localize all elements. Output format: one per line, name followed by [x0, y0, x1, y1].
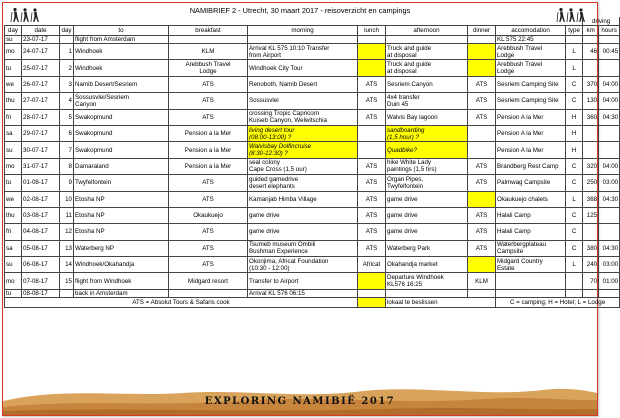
- cell-date: 25-07-17: [22, 60, 60, 76]
- cell-hours: [599, 142, 620, 158]
- cell-afternoon: Truck and guide at disposal: [386, 44, 468, 60]
- cell-km: [583, 289, 599, 297]
- cell-breakfast: ATS: [169, 224, 248, 240]
- cell-lunch: ATS: [358, 175, 386, 191]
- cell-km: 46: [583, 44, 599, 60]
- cell-hours: [599, 224, 620, 240]
- cell-destination: Twyfelfontein: [74, 175, 169, 191]
- cell-hours: 04:00: [599, 158, 620, 174]
- cell-destination: Etosha NP: [74, 207, 169, 223]
- table-row: [5, 93, 620, 109]
- cell-afternoon: game drive: [386, 191, 468, 207]
- table-row: [5, 273, 620, 289]
- cell-km: 320: [583, 158, 599, 174]
- cell-dinner: ATS: [468, 76, 496, 92]
- cell-hours: 03:00: [599, 175, 620, 191]
- cell-weekday: tu: [5, 175, 22, 191]
- cell-weekday: we: [5, 191, 22, 207]
- cell-km: 125: [583, 207, 599, 223]
- cell-accomodation: Sesriem Camping Site: [496, 93, 566, 109]
- cell-dinner: ATS: [468, 175, 496, 191]
- cell-weekday: we: [5, 76, 22, 92]
- cell-day-number: 1: [60, 44, 74, 60]
- cell-km: [583, 142, 599, 158]
- cell-date: 04-08-17: [22, 224, 60, 240]
- cell-type: H: [566, 109, 583, 125]
- cell-day-number: 15: [60, 273, 74, 289]
- cell-date: 06-08-17: [22, 257, 60, 273]
- cell-breakfast: Pension a la Mer: [169, 125, 248, 141]
- driving-group-header: driving: [583, 17, 620, 26]
- cell-afternoon: Truck and guide at disposal: [386, 60, 468, 76]
- cell-lunch: ATS: [358, 224, 386, 240]
- page-title: NAMIBRIEF 2 - Utrecht, 30 maart 2017 - reisoverzicht en campings: [189, 6, 411, 15]
- cell-hours: [599, 125, 620, 141]
- cell-morning: Kamanjab Himba Village: [248, 191, 358, 207]
- cell-day-number: 6: [60, 125, 74, 141]
- cell-date: 28-07-17: [22, 109, 60, 125]
- cell-lunch: [358, 273, 386, 289]
- cell-breakfast: KLM: [169, 44, 248, 60]
- cell-date: 03-08-17: [22, 207, 60, 223]
- cell-type: C: [566, 207, 583, 223]
- cell-dinner: KLM: [468, 273, 496, 289]
- cell-weekday: thu: [5, 93, 22, 109]
- cell-dinner: ATS: [468, 207, 496, 223]
- legend-yellow-swatch: [358, 297, 386, 307]
- cell-day-number: 5: [60, 109, 74, 125]
- cell-km: [583, 36, 599, 44]
- cell-lunch: ATS: [358, 76, 386, 92]
- cell-day-number: 2: [60, 60, 74, 76]
- cell-km: 368: [583, 191, 599, 207]
- cell-afternoon: Organ Pipes, Twyfelfontein: [386, 175, 468, 191]
- cell-destination: Waterberg NP: [74, 240, 169, 256]
- column-header-type: type: [566, 26, 583, 36]
- cell-weekday: mo: [5, 158, 22, 174]
- cell-weekday: sa: [5, 240, 22, 256]
- cell-day-number: 14: [60, 257, 74, 273]
- cell-dinner: [468, 125, 496, 141]
- cell-type: [566, 36, 583, 44]
- cell-afternoon: hike White Lady paintings (1,5 hrs): [386, 158, 468, 174]
- cell-dinner: ATS: [468, 158, 496, 174]
- cell-day-number: [60, 36, 74, 44]
- cell-lunch: ATS: [358, 158, 386, 174]
- cell-breakfast: Pension a la Mer: [169, 158, 248, 174]
- table-row: [5, 191, 620, 207]
- cell-dinner: [468, 142, 496, 158]
- cell-day-number: [60, 289, 74, 297]
- cell-destination: flight from Amsterdam: [74, 36, 169, 44]
- column-header-weekday: day: [5, 26, 22, 36]
- cell-weekday: thu: [5, 207, 22, 223]
- cell-dinner: ATS: [468, 240, 496, 256]
- cell-hours: 04:00: [599, 76, 620, 92]
- cell-accomodation: Arebbush Travel Lodge: [496, 44, 566, 60]
- cell-km: 360: [583, 109, 599, 125]
- cell-afternoon: game drive: [386, 207, 468, 223]
- cell-morning: game drive: [248, 207, 358, 223]
- cell-accomodation: [496, 273, 566, 289]
- table-row: [5, 36, 620, 44]
- cell-breakfast: ATS: [169, 109, 248, 125]
- cell-accomodation: Halali Camp: [496, 224, 566, 240]
- cell-type: L: [566, 257, 583, 273]
- cell-weekday: tu: [5, 289, 22, 297]
- cell-morning: Transfer to Airport: [248, 273, 358, 289]
- cell-morning: Arrival KL 576 06:15: [248, 289, 358, 297]
- cell-morning: crossing Tropic Capricorn Kuiseb Canyon, Welwitschia: [248, 109, 358, 125]
- cell-morning: seal colony Cape Cross (1,5 uur): [248, 158, 358, 174]
- cell-weekday: sa: [5, 125, 22, 141]
- table-row: [5, 289, 620, 297]
- cell-km: 370: [583, 76, 599, 92]
- cell-hours: [599, 60, 620, 76]
- cell-afternoon: [386, 289, 468, 297]
- cell-lunch: [358, 142, 386, 158]
- column-header-afternoon: afternoon: [386, 26, 468, 36]
- cell-destination: Swakopmund: [74, 109, 169, 125]
- cell-accomodation: Arebbush Travel Lodge: [496, 60, 566, 76]
- cell-accomodation: Brandberg Rest Camp: [496, 158, 566, 174]
- cell-morning: Okonjima, Africat Foundation (10:30 - 12:00): [248, 257, 358, 273]
- cell-weekday: tu: [5, 60, 22, 76]
- cell-hours: 01:00: [599, 273, 620, 289]
- cell-afternoon: game drive: [386, 224, 468, 240]
- cell-lunch: ATS: [358, 109, 386, 125]
- cell-destination: Etosha NP: [74, 191, 169, 207]
- cell-breakfast: Midgard resort: [169, 273, 248, 289]
- cell-accomodation: Pension A la Mer: [496, 125, 566, 141]
- table-row: [5, 257, 620, 273]
- cell-lunch: [358, 44, 386, 60]
- cell-afternoon: Okahandja market: [386, 257, 468, 273]
- cell-accomodation: Waterbergplateau Campsite: [496, 240, 566, 256]
- cell-day-number: 4: [60, 93, 74, 109]
- cell-accomodation: Sesriem Camping Site: [496, 76, 566, 92]
- cell-breakfast: [169, 289, 248, 297]
- cell-morning: Walvisbay Dolfincruise (8:30-12:30) ?: [248, 142, 358, 158]
- cell-destination: Windhoek: [74, 44, 169, 60]
- cell-afternoon: Walvis Bay lagoon: [386, 109, 468, 125]
- cell-breakfast: Okaukuejo: [169, 207, 248, 223]
- cell-destination: Sossusvlei/Sesriem Canyon: [74, 93, 169, 109]
- cell-date: 05-08-17: [22, 240, 60, 256]
- cell-date: 07-08-17: [22, 273, 60, 289]
- cell-day-number: 8: [60, 158, 74, 174]
- cell-breakfast: Arebbush Travel Lodge: [169, 60, 248, 76]
- itinerary-sheet: [2, 2, 619, 416]
- column-header-km: km: [583, 26, 599, 36]
- cell-weekday: fri: [5, 109, 22, 125]
- cell-lunch: [358, 125, 386, 141]
- cell-destination: Windhoek/Okahandja: [74, 257, 169, 273]
- itinerary-table: [4, 17, 620, 308]
- cell-day-number: 12: [60, 224, 74, 240]
- cell-breakfast: Pension a la Mer: [169, 142, 248, 158]
- cell-km: 240: [583, 257, 599, 273]
- legend-yellow-label: lokaal te beslissen: [386, 297, 496, 307]
- cell-breakfast: ATS: [169, 257, 248, 273]
- cell-date: 02-08-17: [22, 191, 60, 207]
- cell-morning: guided gamedrive desert elephants: [248, 175, 358, 191]
- cell-date: 31-07-17: [22, 158, 60, 174]
- column-header-breakfast: breakfast: [169, 26, 248, 36]
- cell-hours: [599, 207, 620, 223]
- cell-afternoon: Quadbike?: [386, 142, 468, 158]
- cell-breakfast: ATS: [169, 191, 248, 207]
- cell-date: 30-07-17: [22, 142, 60, 158]
- cell-type: [566, 273, 583, 289]
- cell-morning: Tsumeb museum Ombili Bushman Experience: [248, 240, 358, 256]
- cell-type: [566, 289, 583, 297]
- cell-accomodation: Midgard Country Estate: [496, 257, 566, 273]
- cell-type: C: [566, 175, 583, 191]
- table-row: [5, 175, 620, 191]
- table-row: [5, 76, 620, 92]
- cell-date: 08-08-17: [22, 289, 60, 297]
- cell-hours: [599, 289, 620, 297]
- column-header-lunch: lunch: [358, 26, 386, 36]
- cell-dinner: [468, 44, 496, 60]
- cell-afternoon: Departure Windhoek KL576 16:25: [386, 273, 468, 289]
- table-row: [5, 125, 620, 141]
- cell-day-number: 13: [60, 240, 74, 256]
- cell-breakfast: ATS: [169, 240, 248, 256]
- cell-dinner: [468, 36, 496, 44]
- cell-morning: Sossusvlei: [248, 93, 358, 109]
- cell-lunch: ATS: [358, 207, 386, 223]
- table-row: [5, 142, 620, 158]
- cell-km: 130: [583, 93, 599, 109]
- cell-accomodation: Halali Camp: [496, 207, 566, 223]
- cell-lunch: ATS: [358, 93, 386, 109]
- column-header-hours: hours: [599, 26, 620, 36]
- cell-type: C: [566, 76, 583, 92]
- cell-date: 01-08-17: [22, 175, 60, 191]
- cell-date: 23-07-17: [22, 36, 60, 44]
- cell-dinner: ATS: [468, 93, 496, 109]
- cell-dinner: ATS: [468, 224, 496, 240]
- cell-accomodation: Pension A la Mer: [496, 142, 566, 158]
- cell-type: C: [566, 158, 583, 174]
- cell-lunch: Africat: [358, 257, 386, 273]
- cell-lunch: [358, 289, 386, 297]
- cell-type: H: [566, 125, 583, 141]
- cell-date: 26-07-17: [22, 76, 60, 92]
- cell-km: [583, 125, 599, 141]
- cell-afternoon: Sesriem Canyon: [386, 76, 468, 92]
- cell-hours: 04:00: [599, 93, 620, 109]
- cell-day-number: 3: [60, 76, 74, 92]
- cell-breakfast: ATS: [169, 175, 248, 191]
- column-header-destination: to: [74, 26, 169, 36]
- cell-day-number: 7: [60, 142, 74, 158]
- cell-afternoon: 4x4 transfer Duin 45: [386, 93, 468, 109]
- cell-destination: Windhoek: [74, 60, 169, 76]
- column-header-day-number: day: [60, 26, 74, 36]
- cell-accomodation: Okaukuejo chalets: [496, 191, 566, 207]
- cell-type: H: [566, 142, 583, 158]
- cell-weekday: mo: [5, 273, 22, 289]
- cell-breakfast: [169, 36, 248, 44]
- cell-weekday: su: [5, 142, 22, 158]
- cell-accomodation: [496, 289, 566, 297]
- table-row: [5, 60, 620, 76]
- cell-morning: [248, 36, 358, 44]
- cell-day-number: 9: [60, 175, 74, 191]
- cell-accomodation: KL 575 22:45: [496, 36, 566, 44]
- legend-types: C = camping; H = Hotel; L = Lodge: [496, 297, 620, 307]
- cell-destination: back in Amsterdam: [74, 289, 169, 297]
- cell-km: 380: [583, 240, 599, 256]
- cell-destination: flight from Windhoek: [74, 273, 169, 289]
- cell-type: L: [566, 44, 583, 60]
- table-row: [5, 109, 620, 125]
- cell-destination: Swakopmund: [74, 142, 169, 158]
- cell-weekday: su: [5, 36, 22, 44]
- legend-ats: ATS = Absolut Tours & Safaris cook: [5, 297, 358, 307]
- cell-day-number: 11: [60, 207, 74, 223]
- cell-accomodation: Palmwag Campsite: [496, 175, 566, 191]
- table-row: [5, 158, 620, 174]
- cell-km: [583, 224, 599, 240]
- cell-destination: Damaraland: [74, 158, 169, 174]
- cell-lunch: [358, 36, 386, 44]
- column-header-dinner: dinner: [468, 26, 496, 36]
- cell-morning: Windhoek City Tour: [248, 60, 358, 76]
- cell-weekday: mo: [5, 44, 22, 60]
- cell-km: 70: [583, 273, 599, 289]
- cell-type: C: [566, 93, 583, 109]
- cell-breakfast: ATS: [169, 76, 248, 92]
- table-row: [5, 240, 620, 256]
- cell-hours: 04:30: [599, 109, 620, 125]
- banner-text: EXPLORING NAMIBIË 2017: [204, 396, 396, 407]
- cell-morning: game drive: [248, 224, 358, 240]
- cell-afternoon: sandboarding (1,5 hour) ?: [386, 125, 468, 141]
- cell-km: [583, 60, 599, 76]
- cell-afternoon: [386, 36, 468, 44]
- table-row: [5, 44, 620, 60]
- cell-date: 29-07-17: [22, 125, 60, 141]
- cell-hours: [599, 36, 620, 44]
- cell-dinner: [468, 257, 496, 273]
- cell-morning: Arrival KL 575 10:10 Transfer from Airport: [248, 44, 358, 60]
- cell-lunch: ATS: [358, 191, 386, 207]
- cell-morning: living desert tour (08:00-13:00) ?: [248, 125, 358, 141]
- cell-weekday: su: [5, 257, 22, 273]
- table-row: [5, 224, 620, 240]
- cell-hours: 04:30: [599, 191, 620, 207]
- cell-destination: Swakopmund: [74, 125, 169, 141]
- column-header-morning: morning: [248, 26, 358, 36]
- cell-dinner: [468, 289, 496, 297]
- cell-destination: Namib Desert/Sesriem: [74, 76, 169, 92]
- cell-breakfast: ATS: [169, 93, 248, 109]
- cell-destination: Etosha NP: [74, 224, 169, 240]
- cell-dinner: ATS: [468, 109, 496, 125]
- cell-hours: 03:00: [599, 257, 620, 273]
- column-header-accomodation: accomodation: [496, 26, 566, 36]
- cell-afternoon: Waterberg Park: [386, 240, 468, 256]
- cell-date: 24-07-17: [22, 44, 60, 60]
- column-header-date: date: [22, 26, 60, 36]
- cell-type: L: [566, 191, 583, 207]
- cell-morning: Renoboth, Namib Desert: [248, 76, 358, 92]
- cell-dinner: [468, 191, 496, 207]
- cell-hours: 00:45: [599, 44, 620, 60]
- cell-dinner: [468, 60, 496, 76]
- cell-accomodation: Pension A la Mer: [496, 109, 566, 125]
- table-row: [5, 207, 620, 223]
- cell-lunch: [358, 60, 386, 76]
- cell-km: 250: [583, 175, 599, 191]
- cell-weekday: fri: [5, 224, 22, 240]
- cell-day-number: 10: [60, 191, 74, 207]
- cell-date: 27-07-17: [22, 93, 60, 109]
- cell-type: C: [566, 240, 583, 256]
- cell-lunch: ATS: [358, 240, 386, 256]
- cell-type: C: [566, 224, 583, 240]
- cell-type: L: [566, 60, 583, 76]
- cell-hours: 04:30: [599, 240, 620, 256]
